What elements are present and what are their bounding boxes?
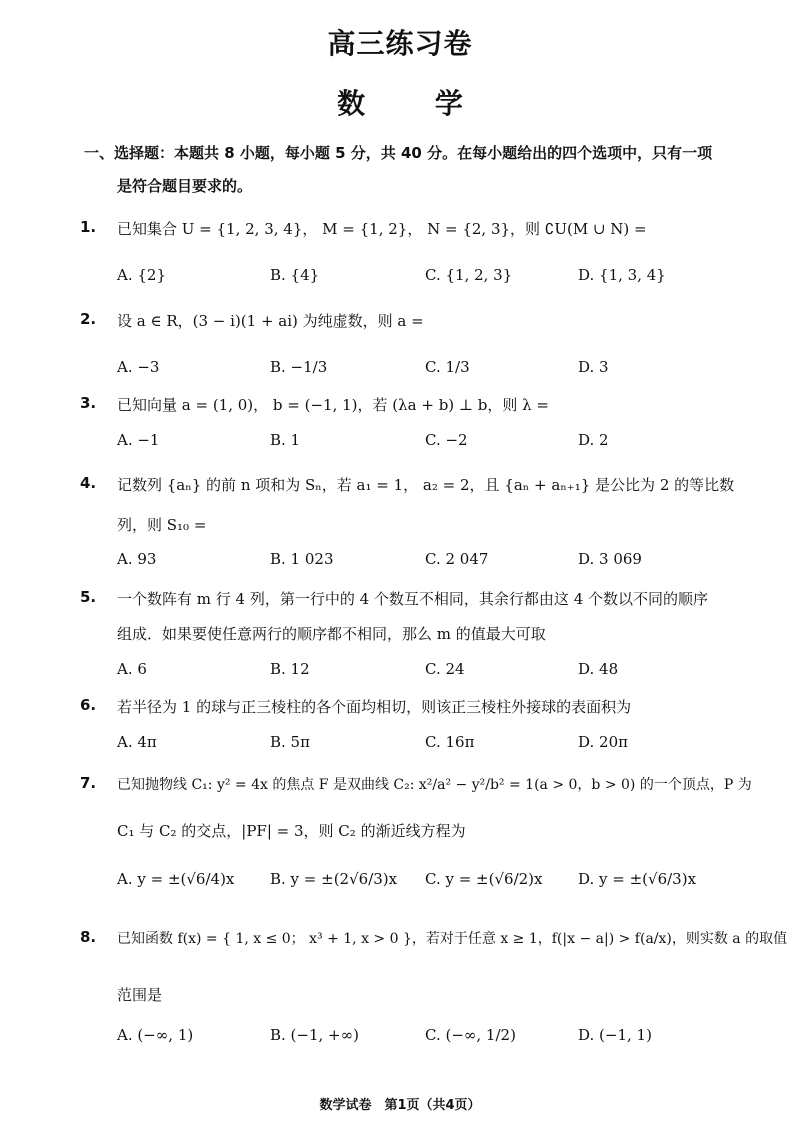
option-b: B. 1 xyxy=(270,431,301,449)
section-heading-line1: 一、选择题：本题共 8 小题，每小题 5 分，共 40 分。在每小题给出的四个选项中，只有一项 xyxy=(84,144,713,162)
question-stem: 已知集合 U = {1, 2, 3, 4}， M = {1, 2}， N = {2, 3}，则 ∁U(M ∪ N) = xyxy=(117,220,647,238)
option-d: D. (−1, 1) xyxy=(578,1026,652,1044)
option-d: D. 3 xyxy=(578,358,609,376)
option-c: C. 1/3 xyxy=(425,358,470,376)
question-stem-line1: 记数列 {aₙ} 的前 n 项和为 Sₙ，若 a₁ = 1， a₂ = 2，且 {aₙ + aₙ₊₁} 是公比为 2 的等比数 xyxy=(117,476,735,494)
option-a: A. y = ±(√6/4)x xyxy=(117,870,235,888)
exam-title: 高三练习卷 xyxy=(327,27,473,60)
option-d: D. 3 069 xyxy=(578,550,642,568)
section-heading-line2: 是符合题目要求的。 xyxy=(117,177,253,195)
question-stem-line2: C₁ 与 C₂ 的交点，|PF| = 3，则 C₂ 的渐近线方程为 xyxy=(117,822,466,840)
option-b: B. (−1, +∞) xyxy=(270,1026,359,1044)
question-stem-line2: 范围是 xyxy=(117,986,163,1004)
question-stem-line2: 组成．如果要使任意两行的顺序都不相同，那么 m 的值最大可取 xyxy=(117,625,546,643)
option-d: D. y = ±(√6/3)x xyxy=(578,870,697,888)
option-c: C. y = ±(√6/2)x xyxy=(425,870,543,888)
option-b: B. −1/3 xyxy=(270,358,328,376)
question-stem: 设 a ∈ R，(3 − i)(1 + ai) 为纯虚数，则 a = xyxy=(117,312,424,330)
question-stem: 若半径为 1 的球与正三棱柱的各个面均相切，则该正三棱柱外接球的表面积为 xyxy=(117,698,632,716)
option-c: C. 16π xyxy=(425,733,475,751)
question-number: 2. xyxy=(80,310,97,328)
question-stem-line2: 列，则 S₁₀ = xyxy=(117,516,207,534)
question-number: 7. xyxy=(80,774,97,792)
option-a: A. 4π xyxy=(117,733,157,751)
option-c: C. 24 xyxy=(425,660,465,678)
option-d: D. {1, 3, 4} xyxy=(578,266,666,284)
question-stem-line1: 已知函数 f(x) = { 1, x ≤ 0； x³ + 1, x > 0 }，若对于任意 x ≥ 1，f(|x − a|) > f(a/x)，则实数 a 的取值 xyxy=(117,931,788,947)
question-number: 8. xyxy=(80,928,97,946)
option-c: C. −2 xyxy=(425,431,468,449)
option-b: B. 12 xyxy=(270,660,310,678)
question-number: 6. xyxy=(80,696,97,714)
option-d: D. 2 xyxy=(578,431,609,449)
option-a: A. {2} xyxy=(117,266,166,284)
question-number: 1. xyxy=(80,218,97,236)
option-c: C. 2 047 xyxy=(425,550,489,568)
question-stem-line1: 已知抛物线 C₁: y² = 4x 的焦点 F 是双曲线 C₂: x²/a² − y²/b² = 1(a > 0，b > 0) 的一个顶点，P 为 xyxy=(117,777,752,793)
subject-title: 数 学 xyxy=(337,87,493,120)
option-b: B. 1 023 xyxy=(270,550,334,568)
option-a: A. (−∞, 1) xyxy=(117,1026,194,1044)
option-d: D. 48 xyxy=(578,660,619,678)
option-b: B. 5π xyxy=(270,733,310,751)
option-a: A. 93 xyxy=(117,550,157,568)
option-a: A. −3 xyxy=(117,358,160,376)
question-number: 4. xyxy=(80,474,97,492)
question-stem: 已知向量 a = (1, 0)， b = (−1, 1)，若 (λa + b) ⊥ b，则 λ = xyxy=(117,396,549,414)
page-footer: 数学试卷 第1页（共4页） xyxy=(319,1098,481,1113)
option-b: B. y = ±(2√6/3)x xyxy=(270,870,398,888)
option-d: D. 20π xyxy=(578,733,628,751)
option-c: C. {1, 2, 3} xyxy=(425,266,513,284)
option-a: A. −1 xyxy=(117,431,160,449)
option-a: A. 6 xyxy=(117,660,147,678)
question-stem-line1: 一个数阵有 m 行 4 列，第一行中的 4 个数互不相同，其余行都由这 4 个数以不同的顺序 xyxy=(117,590,709,608)
question-number: 3. xyxy=(80,394,97,412)
option-c: C. (−∞, 1/2) xyxy=(425,1026,516,1044)
question-number: 5. xyxy=(80,588,97,606)
option-b: B. {4} xyxy=(270,266,320,284)
